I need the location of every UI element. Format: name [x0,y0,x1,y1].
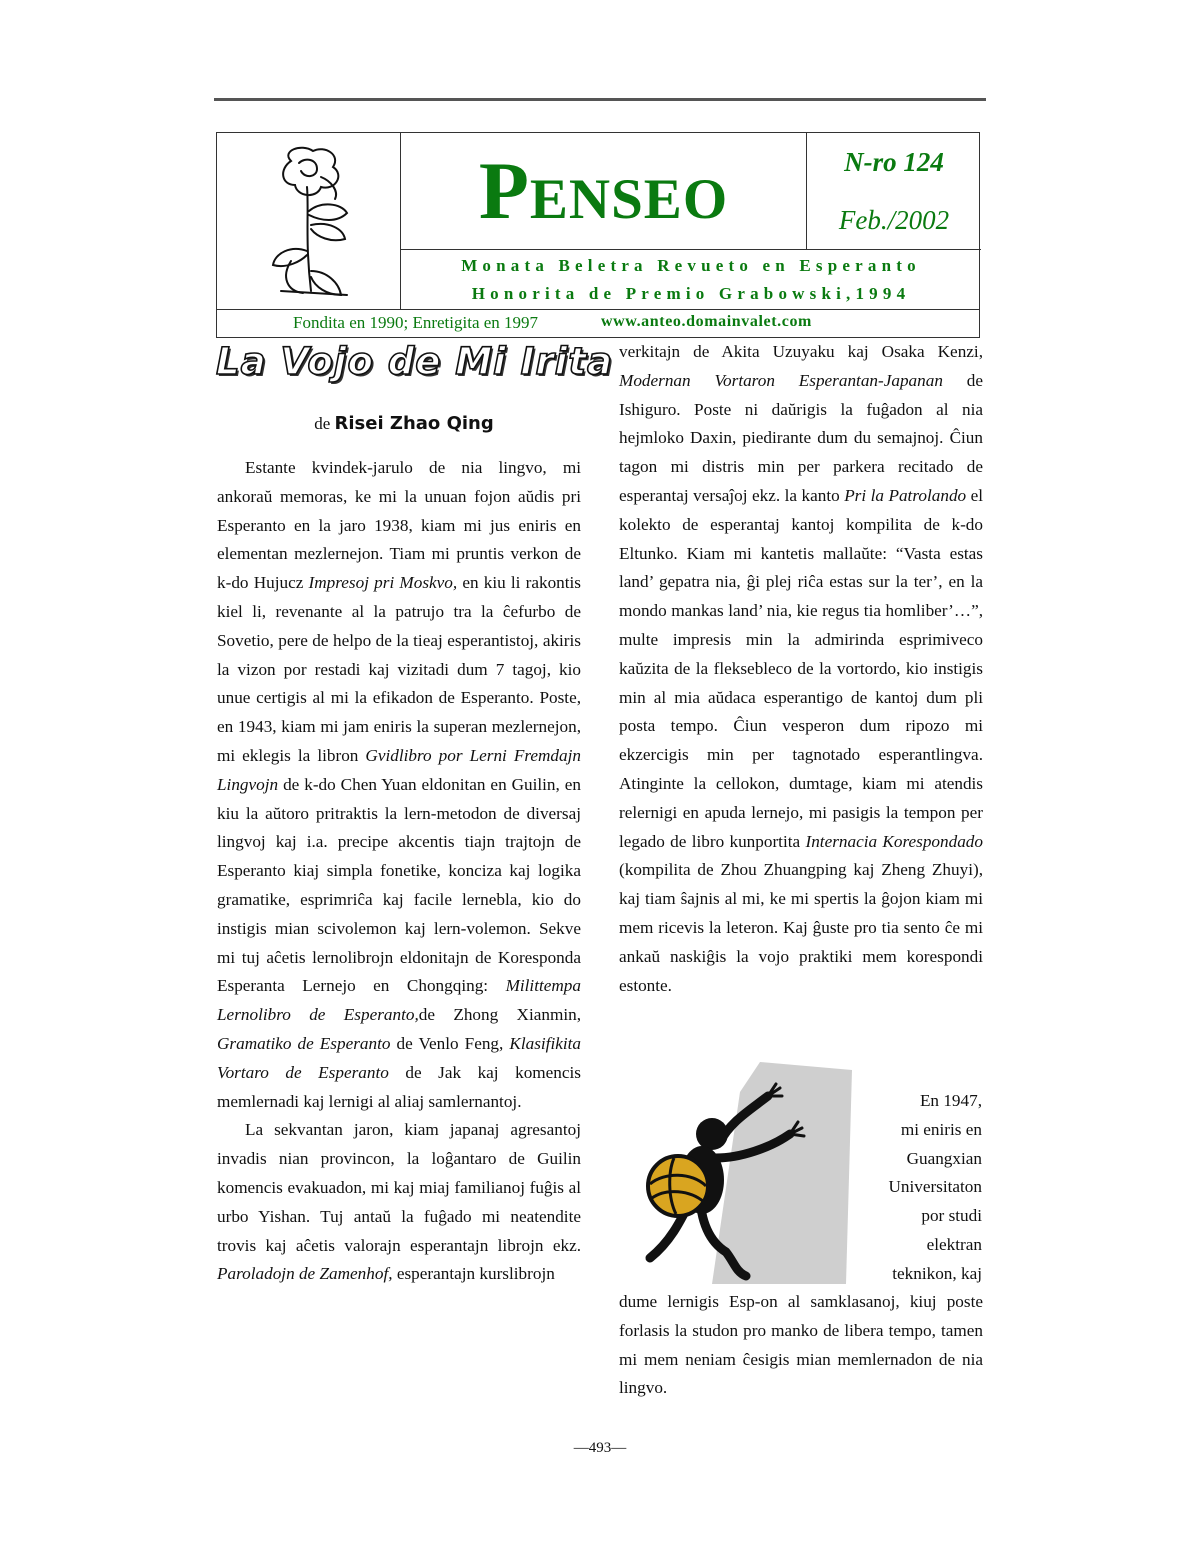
byline [216,413,592,434]
paragraph-1: Estante kvindek-jarulo de nia lingvo, mi ankoraŭ memoras, ke mi la unuan fojon aŭdis pri Esperanto en la jaro 1938, kiam mi jus eniris en elementan mezlernejon. Tiam mi pruntis verkon de k-do Hujucz Impresoj pri Moskvo, en kiu li rakontis kiel li, revenante al la patrujo tra la ĉefurbo de Sovetio, pere de helpo de la tieaj esperantistoj, akiris la vizon por restadi kaj vizitadi dum 7 tagoj, kio unue certigis al mi la efikadon de Esperanto. Poste, en 1943, kiam mi jam eniris la superan mezlernejon, mi eklegis la libron Gvidlibro por Lerni Fremdajn Lingvojn de k-do Chen Yuan eldonitan en Guilin, en kiu la aŭtoro pritraktis la lern-metodon de diversaj lingvoj kaj i.a. precipe akcentis tiajn trajtojn de Esperanto kiaj simpla fonetike, konciza kaj logika gramatike, esprimriĉa kaj facile lernebla, kio do instigis mian scivolemon kaj lern-volemon. Sekve mi tuj aĉetis lernolibrojn eldonitajn de Koresponda Esperanta Lernejo en Chongqing: Milittempa Lernolibro de Esperanto,de Zhong Xianmin, Gramatiko de Esperanto de Venlo Feng, Klasifikita Vortaro de Esperanto de Jak kaj komencis memlernadi kaj lernigi al aliaj samlernantoj. [217,458,582,1111]
wrap-line: elektran [926,1234,982,1254]
issue-box [807,133,981,250]
column-right [619,338,983,1000]
magazine-title: Penseo [478,145,729,236]
founded-note: Fondita en 1990; Enretigita en 1997 [293,313,539,332]
wrap-line: En 1947, [919,1091,982,1110]
column-left [217,454,581,1289]
wrap-line: Universitaton [888,1177,982,1197]
byline-prefix: de [314,414,331,433]
page-number: —493— [573,1440,627,1456]
top-rule [214,98,986,101]
magazine-title-box [401,133,807,250]
wrap-line: por studi [921,1206,982,1226]
masthead-footer [217,309,979,337]
flower-sketch-icon [251,141,371,301]
masthead-subtitle [401,250,981,309]
column-right-bottom [619,1288,983,1403]
climber-illustration-icon [620,1062,852,1284]
masthead [216,132,980,338]
author-name: Risei Zhao Qing [334,413,494,434]
website-link[interactable]: www.anteo.domainvalet.com [601,313,812,330]
issue-date: Feb./2002 [838,205,950,235]
wrap-line: mi eniris en [900,1119,982,1139]
subtitle-line-2: Honorita de Premio Grabowski,1994 [471,284,911,303]
wrapped-text-beside-image [862,1087,982,1289]
subtitle-line-1: Monata Beletra Revueto en Esperanto [461,256,921,275]
wrap-line: teknikon, kaj [892,1263,982,1283]
flower-logo [217,133,401,309]
wrap-line: Guangxian [906,1148,982,1168]
paragraph-continued: verkitajn de Akita Uzuyaku kaj Osaka Kenzi, Modernan Vortaron Esperantan-Japanan de Ishiguro. Poste ni daŭrigis la fuĝadon al nia hejmloko Daxin, piedirante dum du semajnoj. Ĉiun tagon mi distris min per parkera recitado de esperantaj versaĵoj ekz. la kanto Pri la Patrolando el kolekto de esperantaj kantoj kompilita de k-do Eltunko. Kiam mi kantetis mallaŭte: “Vasta estas land’ gepatra nia, ĝi plej riĉa estas sur la ter’, en la mondo mankas land’ nia, kie regus tia homliber’…”, multe impresis min la admirinda esprimiveco kaŭzita de la flekseblecο de la vortordo, kio instigis min al mia aŭdaca esperantigo de kantoj dum pli posta tempo. Ĉiun vesperon dum ripozo mi ekzercigis min per tagnotado esperantlingva. Atinginte la cellokon, dumtage, kiam mi atendis relernigi en apuda lernejo, mi pasigis la tempon per legado de libro kunportita Internacia Korespondado (kompilita de Zhou Zhuangping kaj Zheng Zhuyi), kaj tiam ŝajnis al mi, ke mi spertis la ĝojon kiam mi mem ricevis la leteron. Kaj ĝuste pro tia sento ĉe mi ankaŭ naskiĝis la vojo praktiki mem korespondi estonte. [619,342,984,995]
issue-number: N-ro 124 [844,147,944,177]
article-title: La Vojo de Mi Irita [216,340,613,383]
paragraph-final: dume lernigis Esp-on al samklasanoj, kiuj poste forlasis la studon pro manko de libera tempo, tamen mi mem neniam ĉesigis mian memlernadon de nia lingvo. [619,1292,983,1398]
paragraph-2: La sekvantan jaron, kiam japanaj agresantoj invadis nian provincon, la loĝantaro de Guilin komencis evakuadon, mi kaj miaj familianoj fuĝis al urbo Yishan. Tuj antaŭ la fuĝado mi neatendite trovis kaj aĉetis valorajn esperantajn librojn ekz. Paroladojn de Zamenhof, esperantajn kurslibrojn [217,1120,581,1284]
